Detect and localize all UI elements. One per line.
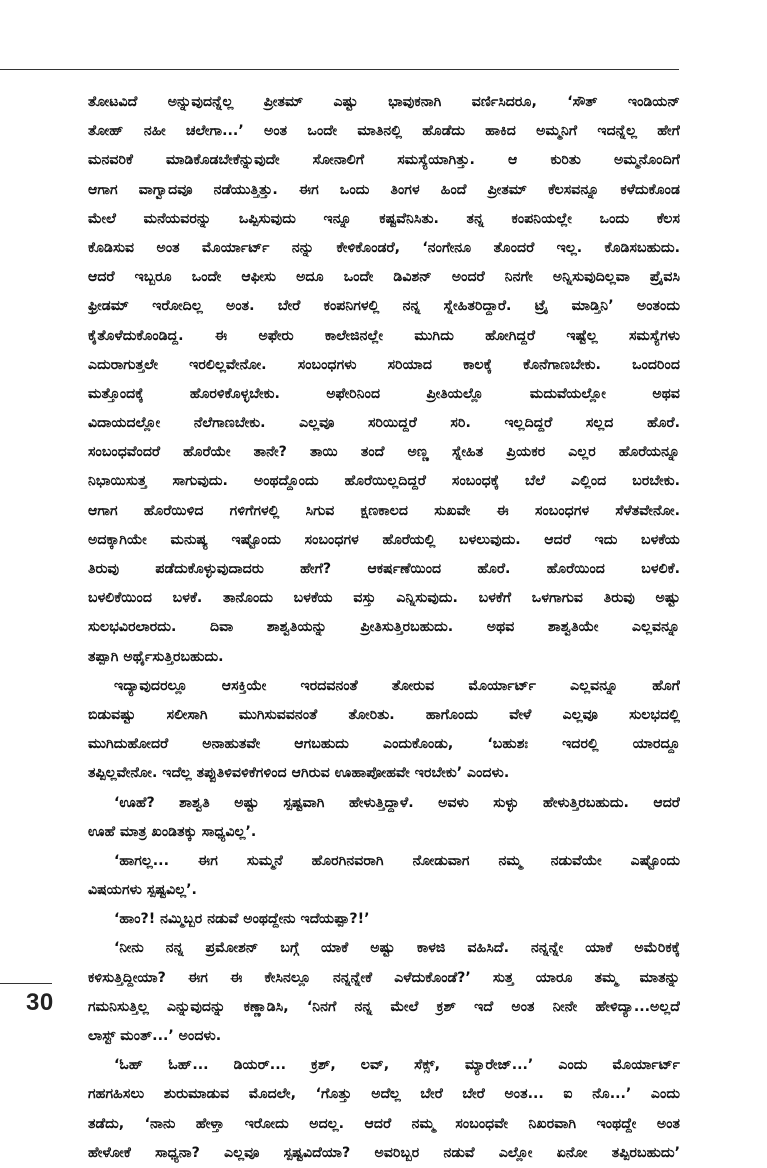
text-line: ತಿರುವು ಪಡೆದುಕೊಳ್ಳುವುದಾದರು ಹೇಗೆ? ಆಕರ್ಷಣೆಯಿಂದ ಹೊರೆ. ಹೊರೆಯಿಂದ ಬಳಲಿಕೆ. xyxy=(88,561,680,577)
text-line: ವಿದಾಯದಲ್ಲೋ ನೆಲೆಗಾಣಬೇಕು. ಎಲ್ಲವೂ ಸರಿಯಿದ್ದರೆ ಸರಿ. ಇಲ್ಲದಿದ್ದರೆ ಸಲ್ಲದ ಹೊರೆ. xyxy=(88,415,680,432)
text-line: ತಪ್ಪಾಗಿ ಅರ್ಥೈಸುತ್ತಿರಬಹುದು. xyxy=(88,648,224,665)
text-line: ಅದಕ್ಕಾಗಿಯೇ ಮನುಷ್ಯ ಇಷ್ಟೊಂದು ಸಂಬಂಧಗಳ ಹೊರೆಯಲ್ಲಿ ಬಳಲುವುದು. ಆದರೆ ಇದು ಬಳಕೆಯ xyxy=(88,531,680,548)
text-line: ಎದುರಾಗುತ್ತಲೇ ಇರಲಿಲ್ಲವೇನೋ. ಸಂಬಂಧಗಳು ಸರಿಯಾದ ಕಾಲಕ್ಕೆ ಕೊನೆಗಾಣಬೇಕು. ಒಂದರಿಂದ xyxy=(88,356,680,373)
page-number: 30 xyxy=(26,989,54,1016)
text-line: ಹೇಳೋಕೆ ಸಾಧ್ಯನಾ? ಎಲ್ಲವೂ ಸ್ಪಷ್ಟವಿದೆಯಾ? ಅವರಿಬ್ಬರ ನಡುವೆ ಎಲ್ಲೋ ಏನೋ ತಪ್ಪಿರಬಹುದು’ xyxy=(88,1144,680,1161)
text-line: ಬಳಲಿಕೆಯಿಂದ ಬಳಕೆ. ತಾನೊಂದು ಬಳಕೆಯ ವಸ್ತು ಎನ್ನಿಸುವುದು. ಬಳಕೆಗೆ ಒಳಗಾಗುವ ತಿರುವು ಅಷ್ಟು xyxy=(88,590,680,607)
header-rule xyxy=(0,69,679,70)
text-line: ಗಮನಿಸುತ್ತಿಲ್ಲ ಎನ್ನುವುದನ್ನು ಕಣ್ಣಾಡಿಸಿ, ‘ನಿನಗೆ ನನ್ನ ಮೇಲೆ ಕ್ರಶ್ ಇದೆ ಅಂತ ನೀನೇ ಹೇಳಿದ್ಯಾ...ಅಲ್ಲದೆ xyxy=(88,998,680,1015)
text-line: ಮತ್ತೊಂದಕ್ಕೆ ಹೊರಳಿಕೊಳ್ಳಬೇಕು. ಅಫೇರಿನಿಂದ ಪ್ರೀತಿಯಲ್ಲೊ ಮದುವೆಯಲ್ಲೋ ಅಥವ xyxy=(88,385,680,402)
text-line: ಗಹಗಹಿಸಲು ಶುರುಮಾಡುವ ಮೊದಲೇ, ‘ಗೊತ್ತು ಅದೆಲ್ಲ ಬೇರೆ ಬೇರೆ ಅಂತ... ಐ ನೊ...’ ಎಂದು xyxy=(88,1086,680,1103)
text-line: ‘ಹಾಂ?! ನಮ್ಮಿಬ್ಬರ ನಡುವೆ ಅಂಥದ್ದೇನು ಇದೆಯಪ್ಪಾ?!’ xyxy=(114,911,370,928)
text-line: ತಡೆದು, ‘ನಾನು ಹೇಳ್ತಾ ಇರೋದು ಅದಲ್ಲ. ಆದರೆ ನಮ್ಮ ಸಂಬಂಧವೇ ನಿಖರವಾಗಿ ಇಂಥದ್ದೇ ಅಂತ xyxy=(88,1115,680,1132)
text-line: ‘ಊಹೆ? ಶಾಶ್ವತಿ ಅಷ್ಟು ಸ್ಪಷ್ಟವಾಗಿ ಹೇಳುತ್ತಿದ್ದಾಳೆ. ಅವಳು ಸುಳ್ಳು ಹೇಳುತ್ತಿರಬಹುದು. ಆದರೆ xyxy=(114,794,680,811)
text-line: ‘ಹಾಗಲ್ಲ... ಈಗ ಸುಮ್ಮನೆ ಹೊರಗಿನವರಾಗಿ ನೋಡುವಾಗ ನಮ್ಮ ನಡುವೆಯೇ ಎಷ್ಟೊಂದು xyxy=(114,852,680,869)
text-line: ಆಗಾಗ ಹೊರೆಯಿಳಿದ ಗಳಿಗೆಗಳಲ್ಲಿ ಸಿಗುವ ಕ್ಷಣಕಾಲದ ಸುಖವೇ ಈ ಸಂಬಂಧಗಳ ಸೆಳೆತವೇನೋ. xyxy=(88,502,680,519)
text-line: ಕೊಡಿಸುವ ಅಂತ ಮೊರ್ಯಾರ್ಟ್ ನನ್ನು ಕೇಳಿಕೊಂಡರೆ, ‘ನಂಗೇನೂ ತೊಂದರೆ ಇಲ್ಲ. ಕೊಡಿಸಬಹುದು. xyxy=(88,239,680,256)
text-line: ಲಾಸ್ಟ್ ಮಂತ್...’ ಅಂದಳು. xyxy=(88,1028,222,1044)
body-text xyxy=(88,88,680,1168)
text-line: ತೋಹ್ ನಹೀ ಚಲೇಗಾ...’ ಅಂತ ಒಂದೇ ಮಾತಿನಲ್ಲಿ ಹೊಡೆದು ಹಾಕಿದ ಅಮ್ಮನಿಗೆ ಇದನ್ನೆಲ್ಲ ಹೇಗೆ xyxy=(88,123,680,140)
text-line: ಬಿಡುವಷ್ಟು ಸಲೀಸಾಗಿ ಮುಗಿಸುವವನಂತೆ ತೋರಿತು. ಹಾಗೊಂದು ವೇಳೆ ಎಲ್ಲವೂ ಸುಲಭದಲ್ಲಿ xyxy=(88,706,680,723)
text-line: ನಿಭಾಯಿಸುತ್ತ ಸಾಗುವುದು. ಅಂಥದ್ದೊಂದು ಹೊರೆಯಿಲ್ಲದಿದ್ದರೆ ಸಂಬಂಧಕ್ಕೆ ಬೆಲೆ ಎಲ್ಲಿಂದ ಬರಬೇಕು. xyxy=(88,473,680,490)
text-line: ವಿಷಯಗಳು ಸ್ಪಷ್ಟವಿಲ್ಲ’. xyxy=(88,882,197,899)
text-line: ಆಗಾಗ ವಾಗ್ವಾದವೂ ನಡೆಯುತ್ತಿತ್ತು. ಈಗ ಒಂದು ತಿಂಗಳ ಹಿಂದೆ ಪ್ರೀತಮ್ ಕೆಲಸವನ್ನೂ ಕಳೆದುಕೊಂಡ xyxy=(88,181,680,198)
text-line: ತೋಟವಿದೆ ಅನ್ನುವುದನ್ನೆಲ್ಲ ಪ್ರೀತಮ್ ಎಷ್ಟು ಭಾವುಕನಾಗಿ ವರ್ಣಿಸಿದರೂ, ‘ಸೌತ್ ಇಂಡಿಯನ್ xyxy=(88,94,680,110)
text-line: ಊಹೆ ಮಾತ್ರ ಖಂಡಿತಕ್ಕು ಸಾಧ್ಯವಿಲ್ಲ’. xyxy=(88,823,257,840)
text-line: ಆದರೆ ಇಬ್ಬರೂ ಒಂದೇ ಆಫೀಸು ಅದೂ ಒಂದೇ ಡಿವಿಶನ್ ಅಂದರೆ ನಿನಗೇ ಅನ್ನಿಸುವುದಿಲ್ಲವಾ ಪ್ರೈವಸಿ xyxy=(88,269,680,286)
text-line: ‘ಓಹ್ ಓಹ್... ಡಿಯರ್... ಕ್ರಶ್, ಲವ್, ಸೆಕ್ಸ್, ಮ್ಯಾರೇಜ್...’ ಎಂದು ಮೊರ್ಯಾರ್ಟ್ xyxy=(114,1057,680,1074)
text-line: ಮನವರಿಕೆ ಮಾಡಿಕೊಡಬೇಕೆನ್ನುವುದೇ ಸೋನಾಲಿಗೆ ಸಮಸ್ಯೆಯಾಗಿತ್ತು. ಆ ಕುರಿತು ಅಮ್ಮನೊಂದಿಗೆ xyxy=(88,152,680,169)
text-line: ತಪ್ಪಿಲ್ಲವೇನೋ. ಇದೆಲ್ಲ ತಪ್ಪುತಿಳಿವಳಿಕೆಗಳಿಂದ ಆಗಿರುವ ಊಹಾಪೋಹವೇ ಇರಬೇಕು’ ಎಂದಳು. xyxy=(88,765,510,782)
text-line: ಮುಗಿದುಹೋದರೆ ಅನಾಹುತವೇ ಆಗಬಹುದು ಎಂದುಕೊಂಡು, ‘ಬಹುಶಃ ಇದರಲ್ಲಿ ಯಾರದ್ದೂ xyxy=(88,736,680,753)
text-line: ಕೈತೊಳೆದುಕೊಂಡಿದ್ದ. ಈ ಅಫೇರು ಕಾಲೇಜಿನಲ್ಲೇ ಮುಗಿದು ಹೋಗಿದ್ದರೆ ಇಷ್ಟೆಲ್ಲ ಸಮಸ್ಯೆಗಳು xyxy=(88,327,680,344)
text-line: ಸುಲಭವಿರಲಾರದು. ದಿವಾ ಶಾಶ್ವತಿಯನ್ನು ಪ್ರೀತಿಸುತ್ತಿರಬಹುದು. ಅಥವ ಶಾಶ್ವತಿಯೇ ಎಲ್ಲವನ್ನೂ xyxy=(88,619,680,636)
text-line: ಸಂಬಂಧವೆಂದರೆ ಹೊರೆಯೇ ತಾನೇ? ತಾಯಿ ತಂದೆ ಅಣ್ಣ ಸ್ನೇಹಿತ ಪ್ರಿಯಕರ ಎಲ್ಲರ ಹೊರೆಯನ್ನೂ xyxy=(88,444,680,461)
text-line: ಇದ್ಯಾವುದರಲ್ಲೂ ಆಸಕ್ತಿಯೇ ಇರದವನಂತೆ ತೋರುವ ಮೊರ್ಯಾರ್ಟ್ ಎಲ್ಲವನ್ನೂ ಹೊಗೆ xyxy=(114,677,680,694)
text-line: ‘ನೀನು ನನ್ನ ಪ್ರಮೋಶನ್ ಬಗ್ಗೆ ಯಾಕೆ ಅಷ್ಟು ಕಾಳಜಿ ವಹಿಸಿದೆ. ನನ್ನನ್ನೇ ಯಾಕೆ ಅಮೆರಿಕಕ್ಕೆ xyxy=(114,940,680,957)
text-line: ಫ್ರೀಡಮ್ ಇರೋದಿಲ್ಲ ಅಂತ. ಬೇರೆ ಕಂಪನಿಗಳಲ್ಲಿ ನನ್ನ ಸ್ನೇಹಿತರಿದ್ದಾರೆ. ಟ್ರೈ ಮಾಡ್ತಿನಿ’ ಅಂತಂದು xyxy=(88,298,680,315)
text-line: ಕಳಿಸುತ್ತಿದ್ದೀಯಾ? ಈಗ ಈ ಕೇಸಿನಲ್ಲೂ ನನ್ನನ್ನೇಕೆ ಎಳೆದುಕೊಂಡೆ?’ ಸುತ್ತ ಯಾರೂ ತಮ್ಮ ಮಾತನ್ನು xyxy=(88,969,680,986)
footer-rule xyxy=(0,983,52,984)
text-line: ಮೇಲೆ ಮನೆಯವರನ್ನು ಒಪ್ಪಿಸುವುದು ಇನ್ನೂ ಕಷ್ಟವೆನಿಸಿತು. ತನ್ನ ಕಂಪನಿಯಲ್ಲೇ ಒಂದು ಕೆಲಸ xyxy=(88,210,680,227)
